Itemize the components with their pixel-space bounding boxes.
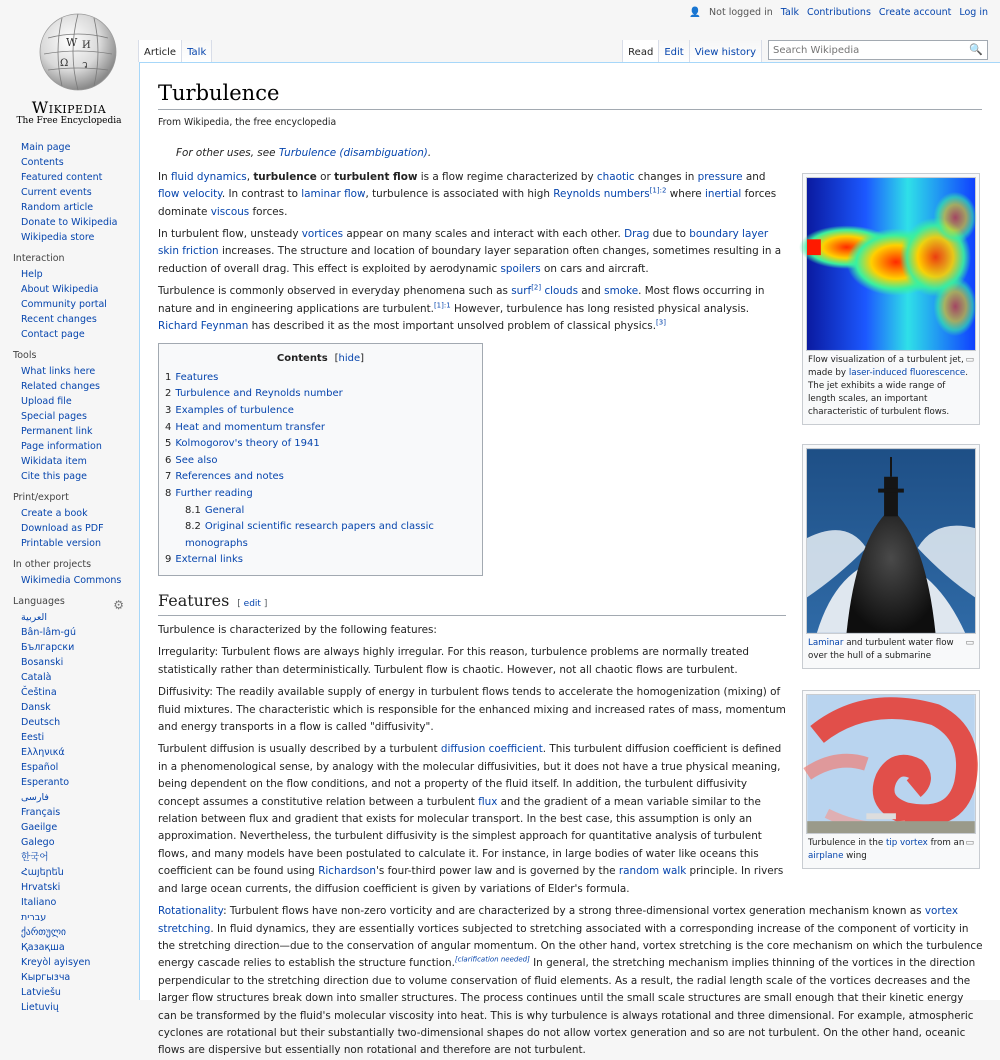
talk-link[interactable]: Talk	[780, 7, 799, 18]
language-link[interactable]: עברית	[21, 912, 47, 923]
article-content	[139, 62, 1000, 1057]
laminar-link[interactable]: Laminar	[808, 638, 844, 648]
text: . Most flows occurring in nature and in engineering applications are turbulent.	[158, 285, 765, 315]
caption-text: and turbulent water flow over the hull of a submarine	[808, 638, 954, 661]
text: and	[578, 285, 605, 298]
flow-velocity-link[interactable]: flow velocity	[158, 188, 222, 201]
sidebar-item[interactable]: Current events	[21, 187, 92, 198]
language-link[interactable]: Čeština	[21, 687, 57, 698]
vortex-stretching-link[interactable]: vortex stretching	[158, 905, 959, 935]
feature-diffusion	[158, 741, 786, 898]
caption-text: Flow visualization of a turbulent jet, made by	[808, 355, 964, 378]
sidebar-item-row	[21, 506, 138, 521]
toc-link[interactable]: References and notes	[175, 471, 284, 483]
clarification-needed-tag[interactable]: [clarification needed]	[454, 955, 530, 964]
richard-feynman-link[interactable]: Richard Feynman	[158, 320, 249, 333]
text: increases. The structure and location of boundary layer separation often changes, sometimes resulting in a reduction of overall drag. This effect is exploited by aerodynamic	[158, 245, 782, 275]
sidebar-item[interactable]: Wikipedia store	[21, 232, 95, 243]
sidebar-navigation	[0, 140, 138, 245]
sidebar-item-row	[21, 573, 138, 588]
search-box	[768, 40, 988, 60]
language-link-row	[21, 985, 138, 1000]
toc-link[interactable]: Kolmogorov's theory of 1941	[175, 438, 320, 450]
section-title: Features	[158, 591, 230, 610]
text: and the gradient of a mean variable similar to the relation between flux and gradient that exists for molecular transport. In the best case, this assumption is only an approximation. Nevertheless, the turbulent diffusivity is the simplest approach for quantitative analysis of turbulent flows, and many models have been postulated to calculate it. For instance, in large bodies of water like oceans this coefficient can be found using	[158, 795, 762, 878]
text: changes in	[634, 170, 698, 183]
svg-text:ว: ว	[82, 60, 88, 71]
language-link-row	[21, 730, 138, 745]
language-link-row	[21, 790, 138, 805]
toc-number: 7	[165, 471, 172, 483]
language-link[interactable]: Қазақша	[21, 942, 65, 953]
sidebar-item[interactable]: Contact page	[21, 329, 85, 340]
text: However, turbulence has long resisted physical analysis.	[450, 302, 750, 315]
language-link-row	[21, 745, 138, 760]
language-link-row	[21, 895, 138, 910]
bold-term: turbulence	[253, 170, 317, 183]
tip-vortex-link[interactable]: tip vortex	[885, 838, 928, 848]
caption-text: Turbulence in the	[808, 838, 886, 848]
language-link-row	[21, 640, 138, 655]
sidebar-item-list	[17, 573, 138, 588]
sidebar-item[interactable]: Donate to Wikipedia	[21, 217, 118, 228]
clouds-link[interactable]: clouds	[544, 285, 578, 298]
sidebar-item[interactable]: Main page	[21, 142, 71, 153]
text: In	[158, 170, 171, 183]
language-link[interactable]: Հայերեն	[21, 867, 64, 878]
table-of-contents	[158, 343, 483, 576]
reynolds-numbers-link[interactable]: Reynolds numbers	[553, 188, 650, 201]
sidebar-heading-languages: Languages	[13, 596, 65, 607]
toc-item[interactable]	[165, 386, 476, 403]
language-link-row	[21, 910, 138, 925]
svg-text:W: W	[66, 36, 78, 49]
personal-tools	[689, 7, 988, 18]
feature-diffusivity: Diffusivity: The readily available supply of energy in turbulent flows tends to accelerate the homogenization (mixing) of fluid mixtures. The characteristic which is responsible for the enhanced mixing and increased rates of mass, momentum and energy transports in a flow is called "diffusivity".	[158, 686, 786, 734]
text: or	[316, 170, 335, 183]
section-heading-features	[158, 590, 786, 616]
sidebar-item-row	[21, 536, 138, 551]
text: : Turbulent flows have non-zero vorticity and are characterized by a strong three-dimensional vortex generation mechanism known as	[223, 905, 925, 918]
sidebar-item-row	[21, 439, 138, 454]
sidebar-item[interactable]: Create a book	[21, 508, 88, 519]
sidebar-item-row	[21, 424, 138, 439]
language-link[interactable]: Dansk	[21, 702, 51, 713]
toc-item[interactable]	[165, 552, 476, 569]
svg-text:И: И	[82, 40, 91, 51]
sidebar-item-row	[21, 521, 138, 536]
search-input[interactable]	[769, 41, 964, 59]
toc-number: 9	[165, 554, 172, 566]
sidebar-item-row	[21, 312, 138, 327]
sidebar-item[interactable]: Community portal	[21, 299, 107, 310]
toc-item[interactable]	[165, 420, 476, 437]
sidebar-item[interactable]: Page information	[21, 441, 102, 452]
toc-link[interactable]: Further reading	[175, 488, 253, 500]
sidebar-heading-tools: Tools	[13, 350, 37, 361]
language-link-row	[21, 940, 138, 955]
zoom-icon[interactable]: ▭	[965, 638, 974, 648]
language-link-row	[21, 970, 138, 985]
toc-link[interactable]: Turbulence and Reynolds number	[175, 388, 343, 400]
language-link[interactable]: Español	[21, 762, 59, 773]
zoom-icon[interactable]: ▭	[965, 355, 974, 365]
not-logged-in-label: Not logged in	[709, 7, 773, 18]
language-link-row	[21, 610, 138, 625]
toc-link[interactable]: Examples of turbulence	[175, 405, 294, 417]
sidebar-item-list	[17, 364, 138, 484]
language-link[interactable]: ქართული	[21, 927, 66, 938]
language-link-row	[21, 775, 138, 790]
sidebar-item-row	[21, 454, 138, 469]
language-link-row	[21, 685, 138, 700]
sidebar-heading-interaction: Interaction	[13, 253, 65, 264]
sidebar-item-row	[21, 364, 138, 379]
sidebar-item[interactable]: What links here	[21, 366, 96, 377]
view-tabs	[622, 40, 988, 62]
sidebar-item-list	[17, 140, 138, 245]
viscous-link[interactable]: viscous	[210, 205, 250, 218]
language-link-row	[21, 670, 138, 685]
toc-hide-link[interactable]: hide	[338, 353, 361, 365]
log-in-link[interactable]: Log in	[959, 7, 988, 18]
toc-number: 8.1	[185, 504, 201, 516]
sidebar-item[interactable]: Cite this page	[21, 471, 87, 482]
language-link[interactable]: Català	[21, 672, 52, 683]
sidebar-item-list	[17, 267, 138, 342]
toc-item[interactable]	[165, 436, 476, 453]
text: appear on many scales and interact with each other.	[343, 228, 625, 241]
caption-text: from an	[927, 838, 965, 848]
sidebar-print	[0, 492, 138, 551]
tab-view-history[interactable]: View history	[690, 40, 762, 62]
hatnote-text: .	[427, 147, 432, 160]
toc-item[interactable]	[165, 486, 476, 503]
language-link[interactable]: Français	[21, 807, 61, 818]
language-link-row	[21, 805, 138, 820]
toc-item[interactable]	[165, 469, 476, 486]
wikipedia-logo[interactable]	[10, 8, 130, 126]
citation[interactable]: [3]	[656, 318, 666, 327]
tab-edit[interactable]: Edit	[659, 40, 689, 62]
flux-link[interactable]: flux	[478, 795, 498, 808]
wikipedia-wordmark: Wikipedia	[31, 98, 107, 117]
text: where	[666, 188, 705, 201]
diffusion-coefficient-link[interactable]: diffusion coefficient	[440, 743, 543, 756]
text: forces dominate	[158, 188, 777, 218]
sidebar-item[interactable]: Special pages	[21, 411, 87, 422]
toc-link[interactable]: See also	[175, 454, 218, 466]
toc-hide-bracket: [hide]	[334, 353, 365, 365]
bold-term: turbulent flow	[334, 170, 418, 183]
language-link[interactable]: Bosanski	[21, 657, 64, 668]
drag-link[interactable]: Drag	[624, 228, 650, 241]
smoke-link[interactable]: smoke	[604, 285, 639, 298]
language-link[interactable]: Hrvatski	[21, 882, 61, 893]
language-link[interactable]: Кыргызча	[21, 972, 71, 983]
sidebar-heading-print: Print/export	[13, 492, 69, 503]
airplane-link[interactable]: airplane	[808, 851, 844, 861]
sidebar-item-row	[21, 394, 138, 409]
sidebar-item-row	[21, 140, 138, 155]
language-link-row	[21, 850, 138, 865]
page-title: Turbulence	[158, 79, 982, 110]
text: . In fluid dynamics, they are essentially vortices subjected to stretching associated with a corresponding increase of the component of vorticity in the stretching direction—due to the conservation of angular momentum. On the other hand, vortex stretching is the core mechanism on which the turbulence energy cascade relies to establish the structure function.	[158, 922, 983, 970]
tip-vortex-image[interactable]	[806, 694, 976, 834]
language-link-list	[17, 610, 138, 1015]
figure-turbulent-jet	[802, 173, 980, 425]
figure-tip-vortex	[802, 690, 980, 869]
random-walk-link[interactable]: random walk	[618, 865, 687, 878]
language-link[interactable]: العربية	[21, 612, 47, 623]
section-edit: [ edit ]	[237, 599, 268, 609]
figure-caption	[806, 634, 976, 665]
sidebar-item-row	[21, 327, 138, 342]
citation[interactable]: [1]:1	[433, 301, 451, 310]
text: on cars and aircraft.	[540, 262, 649, 275]
richardson-link[interactable]: Richardson	[318, 865, 377, 878]
sidebar-item-row	[21, 155, 138, 170]
intro-paragraph-2	[158, 226, 786, 278]
figure-submarine	[802, 444, 980, 669]
sidebar-item[interactable]: Random article	[21, 202, 94, 213]
language-link[interactable]: Latviešu	[21, 987, 61, 998]
language-link-row	[21, 835, 138, 850]
namespace-tabs	[138, 40, 212, 62]
language-link[interactable]: Lietuvių	[21, 1002, 59, 1013]
language-link-row	[21, 655, 138, 670]
toc-link[interactable]: General	[204, 504, 245, 516]
sidebar-item-row	[21, 215, 138, 230]
sidebar	[0, 140, 138, 1023]
toc-link[interactable]: External links	[175, 554, 243, 566]
intro-paragraph-1	[158, 169, 786, 221]
svg-text:Ω: Ω	[60, 58, 69, 69]
create-account-link[interactable]: Create account	[878, 7, 952, 18]
language-link-row	[21, 865, 138, 880]
text: . In contrast to	[221, 188, 302, 201]
turbulent-jet-image[interactable]	[806, 177, 976, 351]
toc-list	[165, 370, 476, 569]
language-link-row	[21, 880, 138, 895]
language-link-row	[21, 925, 138, 940]
language-link-row	[21, 955, 138, 970]
toc-number: 3	[165, 405, 172, 417]
zoom-icon[interactable]: ▭	[965, 838, 974, 848]
text: Turbulence is commonly observed in everyday phenomena such as	[158, 285, 512, 298]
feature-irregularity: Irregularity: Turbulent flows are always highly irregular. For this reason, turbulence problems are normally treated statistically rather than deterministically. Turbulent flow is chaotic. However, not all chaotic flows are turbulent.	[158, 646, 749, 676]
language-link[interactable]: Ελληνικά	[21, 747, 65, 758]
language-link[interactable]: Eesti	[21, 732, 45, 743]
toc-number: 4	[165, 421, 172, 433]
gear-icon[interactable]: ⚙	[113, 598, 124, 612]
text: In turbulent flow, unsteady	[158, 228, 302, 241]
toc-number: 5	[165, 438, 172, 450]
language-link[interactable]: Galego	[21, 837, 55, 848]
sidebar-item[interactable]: Contents	[21, 157, 64, 168]
language-link[interactable]: فارسی	[21, 792, 49, 803]
sidebar-item-row	[21, 230, 138, 245]
inertial-link[interactable]: inertial	[704, 188, 742, 201]
toc-link[interactable]: Original scientific research papers and classic monographs	[185, 521, 434, 549]
puzzle-globe-icon	[38, 8, 118, 96]
tab-article[interactable]: Article	[138, 40, 182, 62]
text: is a flow regime characterized by	[417, 170, 597, 183]
text: In general, the stretching mechanism implies thinning of the vortices in the direction perpendicular to the stretching direction due to volume conservation of fluid elements. As a result, the radial length scale of the vortices decreases and the larger flow structures break down into smaller structures. The process continues until the small scale structures are small enough that their kinetic energy can be transformed by the fluid's molecular viscosity into heat. This is why turbulence is always rotational and three dimensional. For example, atmospheric cyclones are rotational but their substantially two-dimensional shapes do not allow vortex generation and so are not turbulent. On the other hand, oceanic flows are dispersive but essentially non rotational and therefore are not turbulent.	[158, 957, 976, 1057]
laminar-flow-link[interactable]: laminar flow	[301, 188, 366, 201]
sidebar-item[interactable]: Help	[21, 269, 43, 280]
language-link-row	[21, 1000, 138, 1015]
spoilers-link[interactable]: spoilers	[500, 262, 541, 275]
fluid-dynamics-link[interactable]: fluid dynamics	[170, 170, 247, 183]
language-link-row	[21, 715, 138, 730]
toc-number: 8.2	[185, 521, 201, 533]
sidebar-item-list	[17, 506, 138, 551]
toc-number: 6	[165, 454, 172, 466]
section-edit-link[interactable]: edit	[243, 599, 261, 609]
toc-heading: Contents	[276, 353, 328, 365]
sidebar-languages	[0, 596, 138, 1015]
language-link-row	[21, 700, 138, 715]
text: , turbulence is associated with high	[365, 188, 554, 201]
sidebar-item-row	[21, 185, 138, 200]
boundary-layer-link[interactable]: boundary layer skin friction	[158, 228, 769, 258]
toc-link[interactable]: Heat and momentum transfer	[175, 421, 326, 433]
sidebar-item-row	[21, 200, 138, 215]
toc-title	[165, 350, 476, 367]
language-link-row	[21, 625, 138, 640]
tab-talk[interactable]: Talk	[182, 40, 212, 62]
citation[interactable]: [1]:2	[649, 186, 667, 195]
language-link[interactable]: Gaeilge	[21, 822, 58, 833]
chaotic-link[interactable]: chaotic	[596, 170, 635, 183]
toc-item[interactable]	[165, 370, 476, 387]
sidebar-heading-projects: In other projects	[13, 559, 92, 570]
text: principle. In rivers and large ocean currents, the diffusion coefficient is given by variations of Elder's formula.	[158, 865, 784, 895]
language-link[interactable]: Български	[21, 642, 75, 653]
toc-number: 2	[165, 388, 172, 400]
sidebar-item-row	[21, 469, 138, 484]
text: and	[742, 170, 766, 183]
toc-item[interactable]	[165, 403, 476, 420]
figure-caption	[806, 351, 976, 421]
laser-induced-fluorescence-link[interactable]: laser-induced fluorescence	[848, 368, 966, 378]
submarine-image[interactable]	[806, 448, 976, 634]
feature-rotationality	[158, 903, 984, 1060]
sidebar-item[interactable]: About Wikipedia	[21, 284, 99, 295]
sidebar-item-row	[21, 170, 138, 185]
text: Turbulent diffusion is usually described by a turbulent	[158, 743, 441, 756]
sidebar-projects	[0, 559, 138, 588]
language-link[interactable]: 한국어	[21, 852, 49, 863]
sidebar-item-row	[21, 297, 138, 312]
sidebar-item[interactable]: Wikimedia Commons	[21, 575, 122, 586]
sidebar-tools	[0, 350, 138, 484]
sidebar-item-row	[21, 282, 138, 297]
toc-item[interactable]	[165, 453, 476, 470]
text: ,	[246, 170, 254, 183]
sidebar-item-row	[21, 379, 138, 394]
caption-text: . The jet exhibits a wide range of length scales, an important characteristic of turbulent flows.	[808, 368, 968, 417]
sidebar-item[interactable]: Featured content	[21, 172, 103, 183]
language-link[interactable]: Kreyòl ayisyen	[21, 957, 91, 968]
language-link-row	[21, 820, 138, 835]
language-link[interactable]: Bân-lâm-gú	[21, 627, 76, 638]
toc-link[interactable]: Features	[175, 371, 219, 383]
site-subtitle: From Wikipedia, the free encyclopedia	[158, 117, 337, 128]
toc-number: 1	[165, 371, 172, 383]
wikipedia-tagline: The Free Encyclopedia	[16, 116, 122, 126]
sidebar-item[interactable]: Related changes	[21, 381, 101, 392]
figure-caption	[806, 834, 976, 865]
sidebar-item[interactable]: Download as PDF	[21, 523, 104, 534]
language-link-row	[21, 760, 138, 775]
hatnote	[158, 145, 982, 162]
caption-text: wing	[843, 851, 867, 861]
citation[interactable]: [2]	[531, 283, 542, 292]
toc-number: 8	[165, 488, 172, 500]
sidebar-item[interactable]: Recent changes	[21, 314, 97, 325]
intro-paragraph-3	[158, 283, 786, 335]
sidebar-item-row	[21, 267, 138, 282]
sidebar-item-row	[21, 409, 138, 424]
rotationality-link[interactable]: Rotationality	[158, 905, 224, 918]
language-link[interactable]: Esperanto	[21, 777, 70, 788]
sidebar-item[interactable]: Upload file	[21, 396, 72, 407]
search-icon[interactable]: 🔍	[969, 43, 983, 56]
disambiguation-link[interactable]: Turbulence (disambiguation)	[278, 147, 428, 160]
language-link[interactable]: Italiano	[21, 897, 57, 908]
sidebar-item[interactable]: Wikidata item	[21, 456, 87, 467]
sidebar-interaction	[0, 253, 138, 342]
user-icon: 👤	[689, 7, 702, 18]
toc-item[interactable]	[165, 503, 476, 520]
text: . This turbulent diffusion coefficient is defined in a phenomenological sense, by analogy with the molecular diffusivities, but it does not have a true physical meaning, being dependent on the flow conditions, and not a property of the fluid itself. In addition, the turbulent diffusivity concept assumes a constitutive relation between a turbulent	[158, 743, 782, 808]
hatnote-text: For other uses, see	[176, 147, 279, 160]
text: due to	[649, 228, 690, 241]
text: 's four-third power law and is governed by the	[376, 865, 619, 878]
sidebar-item[interactable]: Permanent link	[21, 426, 93, 437]
text: has described it as the most important unsolved problem of classical physics.	[248, 320, 657, 333]
vortices-link[interactable]: vortices	[301, 228, 344, 241]
tab-read[interactable]: Read	[622, 40, 659, 62]
text: forces.	[249, 205, 288, 218]
contributions-link[interactable]: Contributions	[806, 7, 871, 18]
sidebar-item[interactable]: Printable version	[21, 538, 102, 549]
pressure-link[interactable]: pressure	[697, 170, 743, 183]
features-intro: Turbulence is characterized by the following features:	[158, 624, 437, 636]
surf-link[interactable]: surf	[511, 285, 532, 298]
language-link[interactable]: Deutsch	[21, 717, 61, 728]
toc-item[interactable]	[165, 519, 476, 552]
